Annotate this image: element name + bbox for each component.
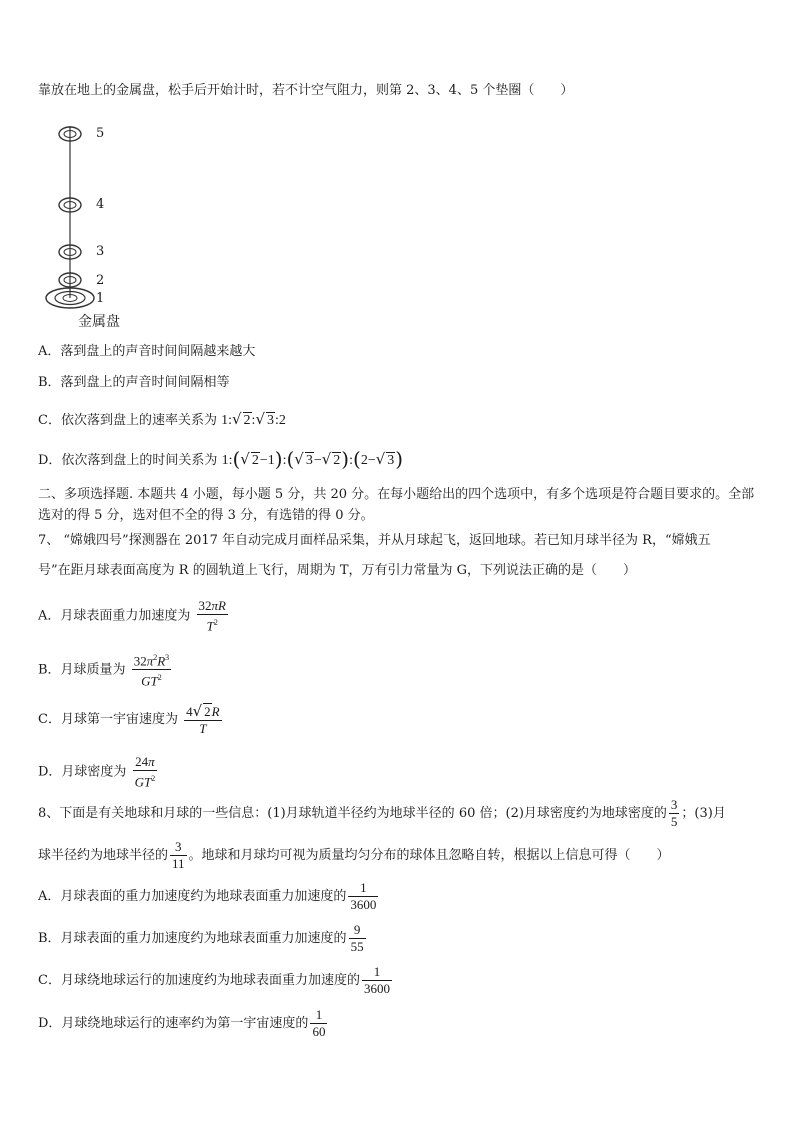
q8-option-c-fraction: $\frac{1}{3600}$ <box>363 964 390 996</box>
q8-option-c-text: C．月球绕地球运行的加速度约为地球表面重力加速度的 <box>38 973 360 988</box>
q6-option-d <box>38 447 404 471</box>
q7-stem-line2: 号”在距月球表面高度为 R 的圆轨道上飞行，周期为 T，万有引力常量为 G，下列说法正确的是（ ） <box>38 563 637 578</box>
q8-stem-line2 <box>38 838 670 874</box>
q6-option-c-text: C．依次落到盘上的速率关系为 <box>38 413 217 428</box>
figure-caption: 金属盘 <box>78 314 120 330</box>
q7-option-c-formula: $\frac{4√ 2R}{T}$ <box>186 701 220 736</box>
q7-option-b <box>38 650 173 690</box>
q6-option-c <box>38 410 286 430</box>
q6-option-d-text: D．依次落到盘上的时间关系为 <box>38 453 218 468</box>
q7-option-a-text: A．月球表面重力加速度为 <box>38 608 191 624</box>
washer-label-3: 3 <box>96 244 105 259</box>
q8-option-a-fraction: $\frac{1}{3600}$ <box>350 880 377 912</box>
q8-option-b-fraction: $\frac{9}{55}$ <box>350 922 364 954</box>
question-intro: 靠放在地上的金属盘，松手后开始计时，若不计空气阻力，则第 2、3、4、5 个垫圈（ ） <box>38 83 574 98</box>
q6-option-b: B．落到盘上的声音时间间隔相等 <box>38 375 230 390</box>
q8-option-a-text: A．月球表面的重力加速度约为地球表面重力加速度的 <box>38 889 347 904</box>
q7-option-b-text: B．月球质量为 <box>38 662 126 678</box>
q8-stem-line2-suffix: 。地球和月球均可视为质量均匀分布的球体且忽略自转，根据以上信息可得（ ） <box>188 848 670 863</box>
q8-radius-ratio: $\frac{3}{11}$ <box>172 839 185 871</box>
q7-option-d-text: D．月球密度为 <box>38 764 127 780</box>
q8-stem-line2-prefix: 球半径约为地球半径的 <box>38 848 169 863</box>
washer-label-4: 4 <box>96 197 105 212</box>
washer-label-1: 1 <box>96 291 105 306</box>
q7-option-b-formula: $\frac{32\pi^2R^3}{GT^2}$ <box>132 650 171 690</box>
q8-density-ratio: $\frac{3}{5}$ <box>670 797 678 829</box>
q8-option-b-text: B．月球表面的重力加速度约为地球表面重力加速度的 <box>38 931 347 946</box>
washer-figure <box>40 118 170 333</box>
q8-option-c <box>38 963 394 999</box>
q6-option-d-math: 1:(√ 2−1):(√ 3−√ 2):(2−√ 3) <box>221 447 404 471</box>
q7-option-d <box>38 754 159 791</box>
washer-label-5: 5 <box>96 126 105 141</box>
q7-option-a-formula: $\frac{32\pi R}{T^2}$ <box>198 598 226 634</box>
q7-option-c <box>38 702 224 738</box>
q8-option-b <box>38 921 368 957</box>
q7-stem-line1: 7、 “嫦娥四号”探测器在 2017 年自动完成月面样品采集，并从月球起飞，返回地球。若已知月球半径为 R，“嫦娥五 <box>38 533 711 548</box>
washer-label-2: 2 <box>96 273 105 288</box>
q6-option-c-math: 1:√ 2:√ 3:2 <box>221 410 286 428</box>
washer-diagram <box>40 118 170 333</box>
q8-option-d-fraction: $\frac{1}{60}$ <box>312 1007 326 1039</box>
q8-stem-line1-text: 8、下面是有关地球和月球的一些信息：(1)月球轨道半径约为地球半径的 60 倍；(2)月球密度约为地球密度的 <box>38 806 667 821</box>
q8-option-a <box>38 879 380 915</box>
q8-stem-line1 <box>38 796 726 832</box>
q7-option-c-text: C．月球第一宇宙速度为 <box>38 712 178 727</box>
q7-option-a <box>38 598 230 635</box>
section-2-instructions: 二、多项选择题. 本题共 4 小题，每小题 5 分，共 20 分。在每小题给出的四个选项中，有多个选项是符合题目要求的。全部选对的得 5 分，选对但不全的得 3 分，有选错的得 0 分。 <box>38 487 755 523</box>
q7-option-d-formula: $\frac{24\pi}{GT^2}$ <box>134 754 156 790</box>
q6-option-a: A．落到盘上的声音时间间隔越来越大 <box>38 344 256 359</box>
q8-option-d <box>38 1006 329 1042</box>
q8-stem-line1-tail: ；(3)月 <box>681 806 726 821</box>
q8-option-d-text: D．月球绕地球运行的速率约为第一宇宙速度的 <box>38 1016 309 1031</box>
